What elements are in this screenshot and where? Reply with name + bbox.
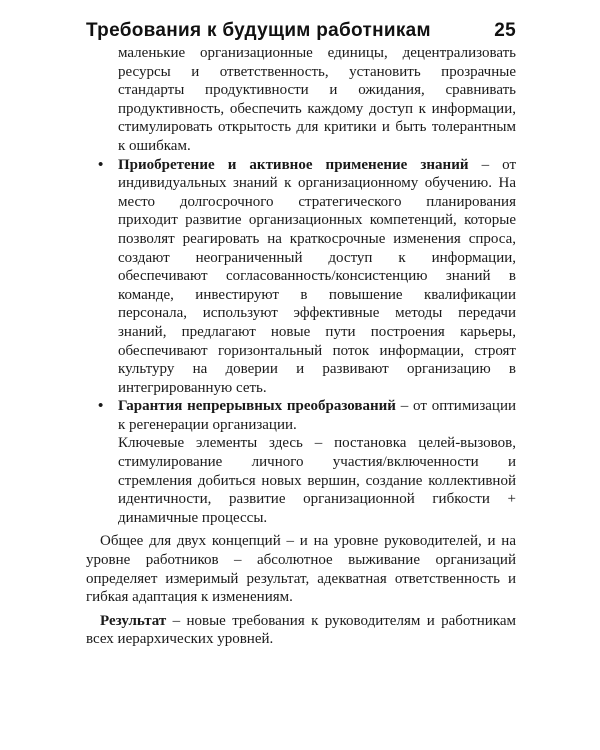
- bullet-extra-paragraph: Ключевые элементы здесь – постановка целей-вызовов, стимулирование личного участия/включенности и стремления добиться новых вершин, создание коллективной идентичности, развитие организационной гибкости + динамичные процессы.: [118, 435, 516, 526]
- result-paragraph: [86, 612, 516, 649]
- bullet-item-knowledge: [86, 156, 516, 398]
- bullet-heading: Гарантия непрерывных преобразований: [118, 398, 396, 415]
- bullet-heading: Приобретение и активное применение знаний: [118, 156, 469, 173]
- common-paragraph: Общее для двух концепций – и на уровне руководителей, и на уровне работников – абсолютное выживание организаций определяет измеримый результат, адекватная ответственность и гибкая адаптация к изменениям.: [86, 533, 516, 606]
- bullet-paragraph: [118, 156, 516, 398]
- result-text: – новые требования к руководителям и работникам всех иерархических уровней.: [86, 612, 516, 648]
- bullet-marker: •: [98, 156, 104, 173]
- page-number: 25: [494, 20, 516, 41]
- running-header-title: Требования к будущим работникам: [86, 20, 431, 41]
- bullet-paragraph: [118, 397, 516, 434]
- result-label: Результат: [100, 612, 167, 629]
- running-header: [86, 20, 516, 42]
- bullet-item-transformation: [86, 397, 516, 527]
- page-body: [86, 44, 516, 649]
- bullet-text: – от оптимизации к регенерации организации.: [118, 398, 517, 433]
- bullet-text: – от индивидуальных знаний к организационному обучению. На место долгосрочного стратегического планирования приходит развитие организационных компетенций, которые позволят реагировать на краткосрочные изменения спроса, создают неограниченный доступ к информации, обеспечивают согласованность/консистенцию знаний в команде, инвестируют в повышение квалификации персонала, используют эффективные методы передачи знаний, предлагают новые пути построения карьеры, обеспечивают горизонтальный поток информации, строят культуру на доверии и развивают организацию в интегрированную сеть.: [118, 156, 516, 396]
- bullet-marker: •: [98, 398, 104, 415]
- continuation-paragraph: маленькие организационные единицы, децентрализовать ресурсы и ответственность, установить прозрачные стандарты продуктивности и ожидания, сравнивать продуктивность, обеспечить каждому доступ к информации, стимулировать открытость для критики и быть толерантным к ошибкам.: [118, 45, 516, 154]
